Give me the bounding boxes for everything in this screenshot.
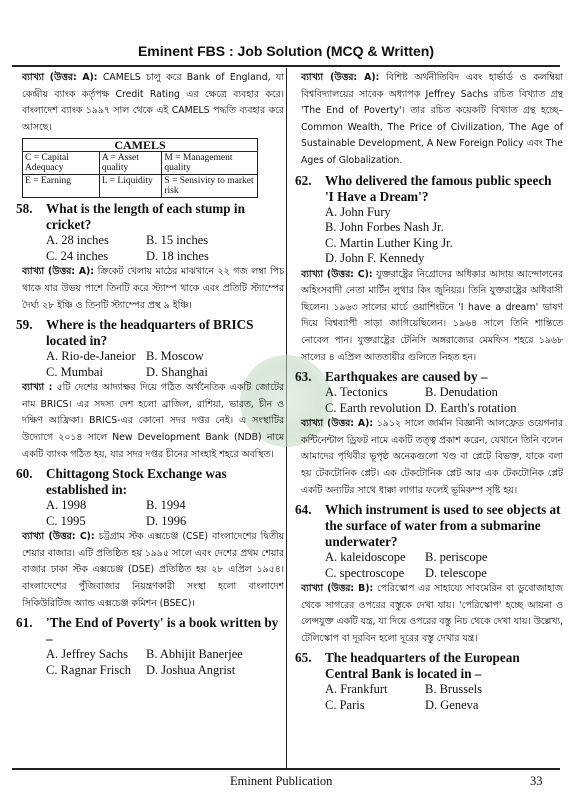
question-60: 60. Chittagong Stock Exchange was established in: — [16, 466, 227, 498]
question-62: 62. Who delivered the famous public speech 'I Have a Dream'? — [295, 172, 552, 204]
question-63: 63. Earthquakes are caused by – — [295, 369, 488, 385]
footer-rule — [12, 768, 560, 770]
option: D. John F. Kennedy — [325, 251, 425, 266]
option: B. 15 inches — [146, 233, 209, 248]
option: D. Shanghai — [146, 364, 208, 379]
question-64: 64. Which instrument is used to see objects at the surface of water from a submarine underwater? — [295, 502, 561, 550]
camels-table — [22, 138, 258, 198]
option: A. John Fury — [325, 204, 391, 219]
header-rule — [12, 65, 560, 67]
explanation-62: ব্যাখ্যা (উত্তর: C): যুক্তরাষ্ট্রের নিগ্রোদের অধিকার আদায় আন্দোলনের অহিংসবাদী নেতা মার্টিন লুথার কিং জুনিয়র। তিনি যুক্তরাষ্ট্রের অধিবাসী ছিলেন। ১৯৬৩ সালের মার্চে ওয়াশিংটনে 'I have a dream' ভাষণ দিয়ে বিশ্বব্যাপী সাড়া জাগিয়েছিলেন। ১৯৬৪ সালে তিনি শান্তিতে নোবেল পান। যুক্তরাষ্ট্রের টেনিসি অঙ্গরাজ্যের মেমফিস শহরে ১৯৬৮ সালের ৪ এপ্রিল আততায়ীর গুলিতে নিহত হন। — [301, 268, 563, 363]
question-58: 58. What is the length of each stump in cricket? — [16, 201, 245, 233]
option: D. Earth's rotation — [425, 400, 517, 415]
table-cell: S = Sensivity to market risk — [162, 175, 258, 198]
question-59: 59. Where is the headquarters of BRICS located in? — [16, 317, 254, 349]
option: C. 1995 — [46, 513, 86, 528]
options-63 — [301, 385, 563, 416]
option: B. periscope — [425, 550, 488, 565]
publisher-name: Eminent Publication — [230, 774, 333, 788]
options-60 — [22, 498, 284, 529]
option: A. Frankfurt — [325, 682, 388, 697]
option: C. Paris — [325, 697, 365, 712]
option: A. 1998 — [46, 498, 87, 513]
option: C. Earth revolution — [325, 400, 422, 415]
option: B. Brussels — [425, 682, 482, 697]
option: D. Geneva — [425, 697, 479, 712]
explanation-64: ব্যাখ্যা (উত্তর: B): পেরিস্কোপ এর সাহায্যে সাবমেরিন বা ডুবোজাহাজ থেকে সাগরের ওপরের বস্তুকে দেখা যায়। 'পেরিস্কোপ' হচ্ছে আয়না ও লেন্সযুক্ত একটি যন্ত্র, যা দিয়ে ওপরের বস্তু নিচ থেকে দেখা যায়। উল্লেখ্য, টেলিস্কোপ বা দূরবিন হলো দূরের বস্তু দেখার যন্ত্র। — [301, 583, 563, 644]
explanation-58: ব্যাখ্যা (উত্তর: A): ক্রিকেট খেলায় মাঠের মাঝখানে ২২ গজ লম্বা পিচ থাকে যার উভয় পাশে তিনটি করে স্ট্যাম্প থাকে এবং প্রতিটি স্ট্যাম্পের দৈর্ঘ্য ২৮ ইঞ্চি ও তিনটি স্ট্যাম্পের প্রস্থ ৯ ইঞ্চি। — [22, 266, 284, 311]
option: C. Martin Luther King Jr. — [325, 235, 453, 250]
option: D. Joshua Angrist — [146, 662, 236, 677]
option: B. Moscow — [146, 349, 204, 364]
option: A. Rio-de-Janeior — [46, 349, 136, 364]
options-61 — [22, 647, 284, 678]
option: D. 1996 — [146, 513, 187, 528]
question-65: 65. The headquarters of the European Central Bank is located in – — [295, 650, 520, 682]
question-61: 61. 'The End of Poverty' is a book written by – — [16, 615, 279, 647]
option: A. Tectonics — [325, 385, 388, 400]
left-column — [16, 70, 284, 678]
option: B. Denudation — [425, 385, 498, 400]
table-cell: L = Liquidity — [99, 175, 162, 198]
option: A. Jeffrey Sachs — [46, 647, 129, 662]
options-58 — [22, 233, 284, 264]
option: D. 18 inches — [146, 248, 209, 263]
table-cell: A = Asset quality — [99, 152, 162, 175]
option: A. kaleidoscope — [325, 550, 406, 565]
camels-title: CAMELS — [23, 139, 258, 152]
option: A. 28 inches — [46, 233, 109, 248]
table-cell: M = Management quality — [162, 152, 258, 175]
option: D. telescope — [425, 565, 487, 580]
options-59 — [22, 349, 284, 380]
option: B. Abhijit Banerjee — [146, 647, 243, 662]
page-header: Eminent FBS : Job Solution (MCQ & Written) — [137, 43, 435, 59]
page-number: 33 — [530, 774, 543, 788]
options-65 — [301, 682, 563, 713]
option: C. Mumbai — [46, 364, 103, 379]
options-64 — [301, 550, 563, 581]
option: B. 1994 — [146, 498, 186, 513]
right-column — [295, 70, 563, 713]
option: B. John Forbes Nash Jr. — [325, 220, 444, 235]
table-cell: C = Capital Adequacy — [23, 152, 100, 175]
table-cell: E = Earning — [23, 175, 100, 198]
options-62 — [301, 205, 563, 267]
option: C. 24 inches — [46, 248, 109, 263]
camels-explanation: ব্যাখ্যা (উত্তর: A): CAMELS চালু করে Bank of England, যা কেন্দ্রীয় ব্যাংক কর্তৃপক্ষ Credit Rating এর ক্ষেত্রে ব্যবহার করে। বাংলাদেশ ব্যাংক ১৯৯৭ সাল থেকে এই CAMELS পদ্ধতি ব্যবহার করে আসছে। — [22, 72, 284, 133]
option: C. Ragnar Frisch — [46, 662, 132, 677]
explanation-63: ব্যাখ্যা (উত্তর: A): ১৯১২ সালে জার্মান বিজ্ঞানী আলফ্রেড ওয়েগনার কন্টিনেন্টাল ড্রিফট নামে একটি তত্ত্ব প্রকাশ করেন, যেখানে তিনি বলেন আমাদের পৃথিবীর ভূপৃষ্ঠ অনেকগুলো খণ্ড বা প্লেটে বিভক্ত, যাকে বলা হয় টেকটোনিক প্লেট। এক টেকটোনিক প্লেট আর এক টেকটোনিক প্লেট একটি অন্যটির সাথে ধাক্কা লাগার ফলেই ভূমিকম্প সৃষ্টি হয়। — [301, 418, 563, 496]
explanation-60: ব্যাখ্যা (উত্তর: C): চট্টগ্রাম স্টক এক্সচেঞ্জ (CSE) বাংলাদেশের দ্বিতীয় শেয়ার বাজার। এটি প্রতিষ্ঠিত হয় ১৯৯৫ সালে এবং দেশের প্রথম শেয়ার বাজার ঢাকা স্টক এক্সচেঞ্জ (DSE) প্রতিষ্ঠিত হয় ২৮ এপ্রিল ১৯৫৪। বাংলাদেশের পুঁজিবাজার নিয়ন্ত্রণকারী সংস্থা হলো বাংলাদেশ সিকিউরিটিজ অ্যান্ড এক্সচেঞ্জ কমিশন (BSEC)। — [22, 531, 284, 609]
explanation-61: ব্যাখ্যা (উত্তর: A): বিশিষ্ট অর্থনীতিবিদ এবং হার্ভার্ড ও কলম্বিয়া বিশ্ববিদ্যালয়ের সাবেক অধ্যাপক Jeffrey Sachs রচিত বিখ্যাত গ্রন্থ 'The End of Poverty'। তার রচিত কয়েকটি বিখ্যাত গ্রন্থ হচ্ছে– Common Wealth, The Price of Civilization, The Age of Sustainable Development, A New Foreign Policy এবং The Ages of Globalization. — [301, 72, 563, 166]
explanation-59: ব্যাখ্যা : ৫টি দেশের আদ্যাক্ষর দিয়ে গঠিত অর্থনৈতিক একটি জোটের নাম BRICS। এর সদস্য দেশ হলো ব্রাজিল, রাশিয়া, ভারত, চীন ও দক্ষিণ আফ্রিকা। BRICS-এর কোনো সদর দপ্তর নেই। এ সংস্থাটির উদ্যোগে ২০১৪ সালে New Development Bank (NDB) নামে একটি ব্যাংক গঠিত হয়, যার সদর দপ্তর চীনের সাংহাই শহরে অবস্থিত। — [22, 382, 284, 460]
option: C. spectroscope — [325, 565, 405, 580]
